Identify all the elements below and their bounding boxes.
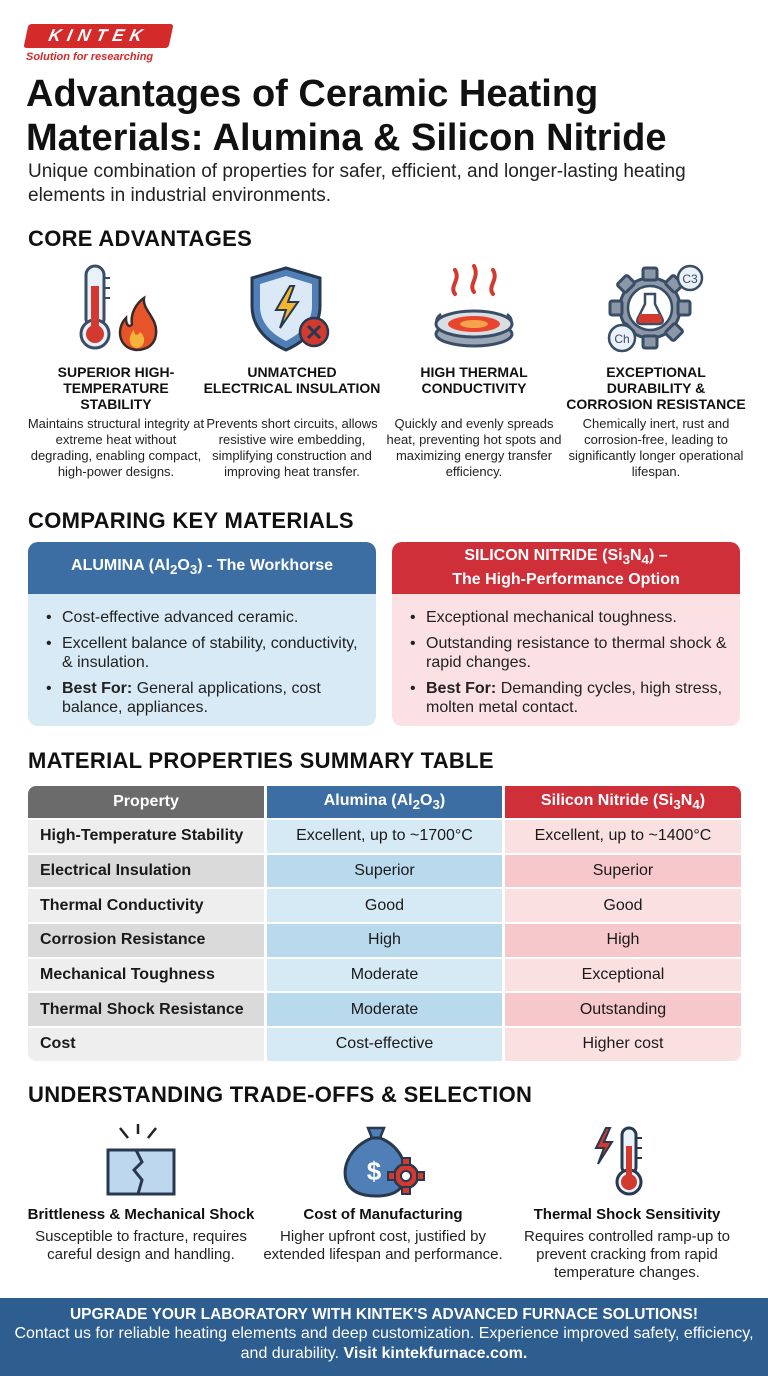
tradeoffs-heading: UNDERSTANDING TRADE-OFFS & SELECTION xyxy=(28,1082,533,1107)
column-header-alumina: Alumina $(Al_2O_3)$ xyxy=(264,786,502,818)
list-item-best-for: • Best For: Demanding cycles, high stress, molten metal contact. xyxy=(408,679,728,717)
table-row xyxy=(28,922,741,957)
list-item: • Excellent balance of stability, conductivity, & insulation. xyxy=(44,634,364,672)
cell-silicon-nitride: High xyxy=(502,922,741,957)
tradeoff-title: Cost of Manufacturing xyxy=(303,1206,463,1223)
advantage-thermal-conductivity xyxy=(384,258,564,480)
advantage-durability-corrosion xyxy=(566,258,746,480)
svg-text:Ch: Ch xyxy=(614,332,630,346)
footer-website-link[interactable]: Visit kintekfurnace.com. xyxy=(343,1345,528,1362)
logo-tagline: Solution for researching xyxy=(26,51,154,63)
properties-table-heading: MATERIAL PROPERTIES SUMMARY TABLE xyxy=(28,748,494,773)
cell-property: Thermal Conductivity xyxy=(28,887,264,922)
cell-alumina: Cost-effective xyxy=(264,1026,502,1061)
advantage-electrical-insulation xyxy=(202,258,382,480)
footer-banner xyxy=(0,1298,768,1376)
kintek-logo xyxy=(26,24,171,63)
advantage-title: SUPERIOR HIGH-TEMPERATURE STABILITY xyxy=(57,364,175,412)
advantage-description: Maintains structural integrity at extreme heat without degrading, enabling compact, high-power designs. xyxy=(27,416,205,479)
cell-silicon-nitride: Excellent, up to ~1400°C xyxy=(502,818,741,853)
cell-alumina: Excellent, up to ~1700°C xyxy=(264,818,502,853)
svg-text:$: $ xyxy=(366,1156,382,1186)
table-header-row xyxy=(28,786,741,818)
footer-headline: UPGRADE YOUR LABORATORY WITH KINTEK'S ADVANCED FURNACE SOLUTIONS! xyxy=(69,1306,698,1323)
column-header-property: Property xyxy=(28,786,264,818)
cell-alumina: High xyxy=(264,922,502,957)
cracked-block-icon xyxy=(16,1120,266,1198)
cell-alumina: Superior xyxy=(264,853,502,888)
logo-wordmark: KINTEK xyxy=(23,24,173,48)
table-row xyxy=(28,853,741,888)
svg-text:C3: C3 xyxy=(682,272,698,286)
table-row xyxy=(28,991,741,1026)
cell-silicon-nitride: Outstanding xyxy=(502,991,741,1026)
cell-silicon-nitride: Superior xyxy=(502,853,741,888)
tradeoff-description: Requires controlled ramp-up to prevent cracking from rapid temperature changes. xyxy=(524,1228,730,1281)
advantage-title: HIGH THERMAL CONDUCTIVITY xyxy=(420,364,528,396)
tradeoff-thermal-shock xyxy=(502,1120,752,1282)
advantage-description: Prevents short circuits, allows resistive wire embedding, simplifying construction and improving heat transfer. xyxy=(206,416,378,479)
list-item-best-for: • Best For: General applications, cost balance, appliances. xyxy=(44,679,364,717)
table-row xyxy=(28,818,741,853)
tradeoff-cost-manufacturing xyxy=(258,1120,508,1264)
footer-text: Contact us for reliable heating elements and deep customization. Experience improved safety, efficiency, and durability. Visit kintekfurnace.com. xyxy=(14,1325,754,1362)
thermometer-flame-icon xyxy=(26,258,206,354)
alumina-card-title: ALUMINA $(Al_2O_3)$ - The Workhorse xyxy=(28,542,376,594)
cell-property: Electrical Insulation xyxy=(28,853,264,888)
column-header-silicon-nitride: Silicon Nitride $(Si_3N_4)$ xyxy=(502,786,741,818)
thermometer-bolt-icon xyxy=(502,1120,752,1198)
advantage-description: Quickly and evenly spreads heat, preventing hot spots and maximizing energy transfer efficiency. xyxy=(386,416,562,479)
page-title: Advantages of Ceramic Heating Materials: Alumina & Silicon Nitride xyxy=(26,73,667,159)
tradeoff-title: Thermal Shock Sensitivity xyxy=(533,1206,721,1223)
silicon-nitride-card-title: SILICON NITRIDE $(Si_3N_4)$ – The High-Performance Option xyxy=(392,542,740,594)
table-row xyxy=(28,1026,741,1061)
silicon-nitride-card xyxy=(392,542,740,726)
cell-property: Mechanical Toughness xyxy=(28,957,264,992)
cell-alumina: Moderate xyxy=(264,991,502,1026)
heating-plate-icon xyxy=(384,258,564,354)
shield-lightning-icon xyxy=(202,258,382,354)
comparing-materials-heading: COMPARING KEY MATERIALS xyxy=(28,508,354,533)
cell-property: Cost xyxy=(28,1026,264,1061)
cell-silicon-nitride: Exceptional xyxy=(502,957,741,992)
advantage-title: UNMATCHED ELECTRICAL INSULATION xyxy=(203,364,381,396)
list-item: • Outstanding resistance to thermal shock & rapid changes. xyxy=(408,634,728,672)
advantage-temperature-stability xyxy=(26,258,206,480)
tradeoff-description: Higher upfront cost, justified by extended lifespan and performance. xyxy=(263,1228,503,1263)
alumina-bullet-list xyxy=(28,594,376,717)
table-row xyxy=(28,887,741,922)
table-row xyxy=(28,957,741,992)
advantage-title: EXCEPTIONAL DURABILITY & CORROSION RESISTANCE xyxy=(566,364,746,412)
tradeoff-description: Susceptible to fracture, requires careful design and handling. xyxy=(35,1228,247,1263)
list-item: • Exceptional mechanical toughness. xyxy=(408,608,728,627)
list-item: • Cost-effective advanced ceramic. xyxy=(44,608,364,627)
cell-silicon-nitride: Higher cost xyxy=(502,1026,741,1061)
tradeoff-brittleness xyxy=(16,1120,266,1264)
cell-alumina: Good xyxy=(264,887,502,922)
silicon-nitride-bullet-list xyxy=(392,594,740,717)
core-advantages-heading: CORE ADVANTAGES xyxy=(28,226,253,251)
cell-property: High-Temperature Stability xyxy=(28,818,264,853)
gear-flask-icon xyxy=(566,258,746,354)
tradeoff-title: Brittleness & Mechanical Shock xyxy=(27,1206,255,1223)
cell-silicon-nitride: Good xyxy=(502,887,741,922)
properties-table xyxy=(28,786,741,1061)
cell-alumina: Moderate xyxy=(264,957,502,992)
advantage-description: Chemically inert, rust and corrosion-free, leading to significantly longer operational lifespan. xyxy=(568,416,744,479)
money-bag-gear-icon xyxy=(258,1120,508,1198)
cell-property: Thermal Shock Resistance xyxy=(28,991,264,1026)
cell-property: Corrosion Resistance xyxy=(28,922,264,957)
page-subtitle: Unique combination of properties for safer, efficient, and longer-lasting heating elements in industrial environments. xyxy=(28,161,686,206)
alumina-card xyxy=(28,542,376,726)
